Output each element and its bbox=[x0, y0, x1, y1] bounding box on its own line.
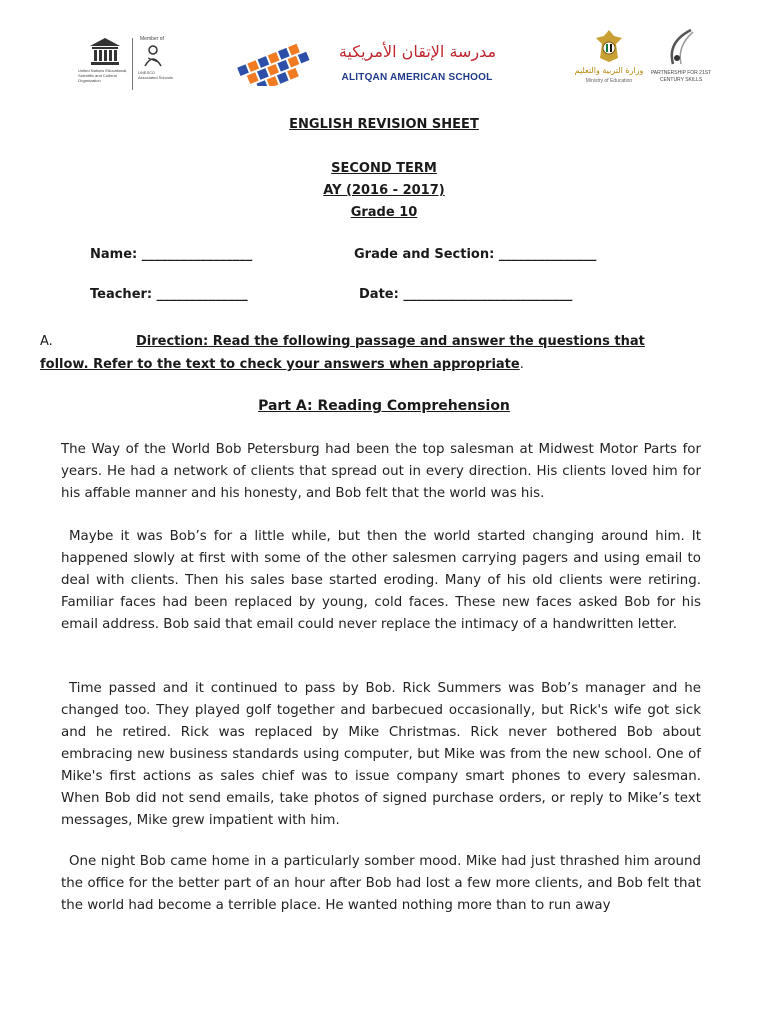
direction-label: Direction: bbox=[136, 334, 209, 349]
school-logo bbox=[230, 34, 520, 92]
passage-paragraph-2: Maybe it was Bob’s for a little while, but then the world started changing around him. It happened slowly at first with some of the other salesmen carrying pagers and using email to deal with clients. Then his sales base started eroding. Many of his old clients were retiring. Familiar faces had been replaced by young, cold faces. These new faces asked Bob for his email address. Bob said that email could never replace the intimacy of a handwritten letter. bbox=[61, 529, 701, 632]
uae-emblem-icon bbox=[594, 28, 624, 64]
direction-end: . bbox=[519, 357, 524, 372]
p21-text: PARTNERSHIP FOR 21ST CENTURY SKILLS bbox=[650, 70, 712, 83]
unesco-member-text: Member of bbox=[140, 36, 164, 42]
direction-block bbox=[40, 330, 650, 376]
unesco-schools-text: UNESCO Associated Schools bbox=[138, 70, 173, 80]
teacher-field[interactable]: Teacher: ______________ bbox=[90, 287, 248, 302]
grade-title: Grade 10 bbox=[350, 205, 418, 220]
term-title: SECOND TERM bbox=[331, 161, 437, 176]
year-title: AY (2016 - 2017) bbox=[323, 183, 445, 198]
ministry-name-arabic: وزارة التربية والتعليم bbox=[574, 66, 644, 75]
part-title: Part A: Reading Comprehension bbox=[258, 398, 510, 414]
unesco-schools-icon bbox=[142, 44, 164, 68]
ministry-name-english: Ministry of Education bbox=[585, 78, 633, 84]
passage-paragraph-3: Time passed and it continued to pass by Bob. Rick Summers was Bob’s manager and he changed too. They played golf together and barbecued occasionally, but Rick's wife got sick and he retired. Rick was replaced by Mike Christmas. Rick never bothered Bob about embracing new business standards using computer, but Mike was from the new school. One of Mike's first actions as sales chief was to issue company smart phones to every salesman. When Bob did not send emails, take photos of signed purchase orders, or reply to Mike’s text messages, Mike grew impatient with him. bbox=[61, 681, 701, 828]
grade-section-field[interactable]: Grade and Section: _______________ bbox=[354, 247, 597, 262]
ministry-logo bbox=[568, 28, 650, 92]
unesco-divider bbox=[132, 38, 133, 90]
header-logos bbox=[0, 28, 768, 98]
section-letter: A. bbox=[40, 334, 53, 349]
p21-logo bbox=[646, 28, 716, 92]
passage-paragraph-1: The Way of the World Bob Petersburg had been the top salesman at Midwest Motor Parts for years. He had a network of clients that spread out in every direction. His clients loved him for his affable manner and his honesty, and Bob felt that the world was his. bbox=[61, 442, 701, 501]
unesco-text: United Nations Educational, Scientific and Cultural Organization bbox=[78, 68, 128, 83]
p21-swoosh-icon bbox=[663, 28, 699, 68]
school-emblem-icon bbox=[230, 38, 326, 86]
direction-text: Read the following passage and answer the questions that follow. Refer to the text to check your answers when appropriate bbox=[40, 334, 645, 372]
school-name-english: ALITQAN AMERICAN SCHOOL bbox=[341, 72, 493, 83]
school-name-arabic: مدرسة الإتقان الأمريكية bbox=[338, 42, 497, 61]
unesco-logo bbox=[78, 32, 174, 94]
name-field[interactable]: Name: _________________ bbox=[90, 247, 253, 262]
sheet-title: ENGLISH REVISION SHEET bbox=[289, 117, 479, 132]
date-field[interactable]: Date: __________________________ bbox=[359, 287, 573, 302]
unesco-temple-icon bbox=[90, 38, 120, 66]
passage-paragraph-4: One night Bob came home in a particularly somber mood. Mike had just thrashed him around the office for the better part of an hour after Bob had lost a few more clients, and Bob felt that the world had become a terrible place. He wanted nothing more than to run away bbox=[61, 854, 701, 913]
